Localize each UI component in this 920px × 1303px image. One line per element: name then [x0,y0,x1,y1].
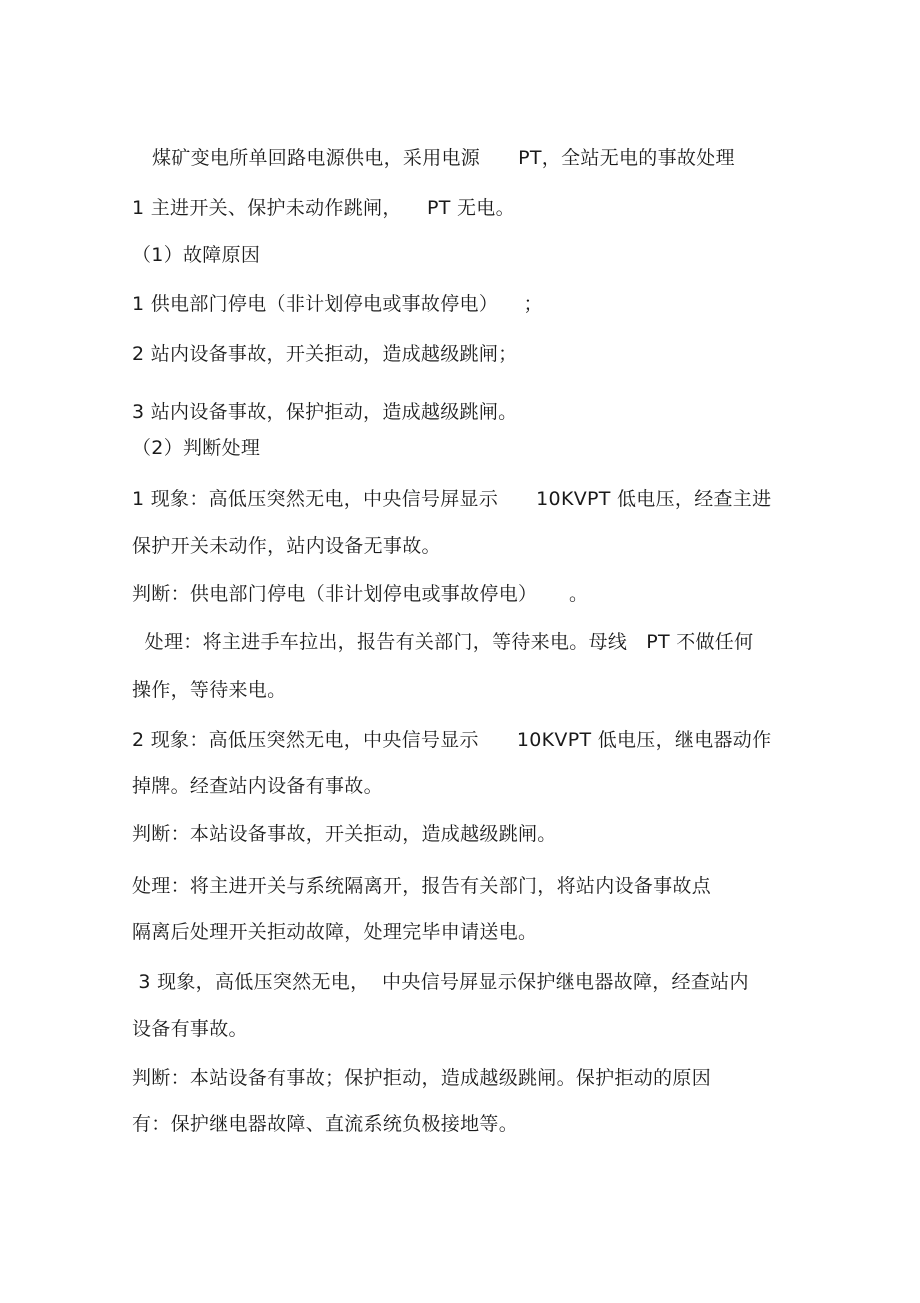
text-line: 设备有事故。 [132,1018,248,1040]
document-title: 煤矿变电所单回路电源供电，采用电源 PT，全站无电的事故处理 [152,147,735,169]
text-line: 保护开关未动作，站内设备无事故。 [132,535,441,557]
text-line: 判断：本站设备事故，开关拒动，造成越级跳闸。 [132,823,557,845]
text-line: 2 现象：高低压突然无电，中央信号显示 10KVPT 低电压，继电器动作 [132,729,772,751]
text-line: 有：保护继电器故障、直流系统负极接地等。 [132,1113,519,1135]
text-line: 1 供电部门停电（非计划停电或事故停电） ； [132,293,543,315]
text-line: 1 现象：高低压突然无电，中央信号屏显示 10KVPT 低电压，经查主进 [132,488,772,510]
text-line: 处理：将主进手车拉出，报告有关部门，等待来电。母线 PT 不做任何 [132,631,754,653]
text-line: 3 站内设备事故，保护拒动，造成越级跳闸。 [132,401,518,423]
text-line: 隔离后处理开关拒动故障，处理完毕申请送电。 [132,921,538,943]
text-line: 判断：本站设备有事故；保护拒动，造成越级跳闸。保护拒动的原因 [132,1067,712,1089]
section-heading: （1）故障原因 [132,244,261,266]
text-line: 处理：将主进开关与系统隔离开，报告有关部门，将站内设备事故点 [132,875,712,897]
text-line: 1 主进开关、保护未动作跳闸， PT 无电。 [132,197,515,219]
text-line: 2 站内设备事故，开关拒动，造成越级跳闸； [132,343,518,365]
text-line: 判断：供电部门停电（非计划停电或事故停电） 。 [132,583,589,605]
text-line: 操作，等待来电。 [132,679,287,701]
text-line: 3 现象，高低压突然无电， 中央信号屏显示保护继电器故障，经查站内 [132,971,749,993]
section-heading: （2）判断处理 [132,437,261,459]
text-line: 掉牌。经查站内设备有事故。 [132,775,383,797]
